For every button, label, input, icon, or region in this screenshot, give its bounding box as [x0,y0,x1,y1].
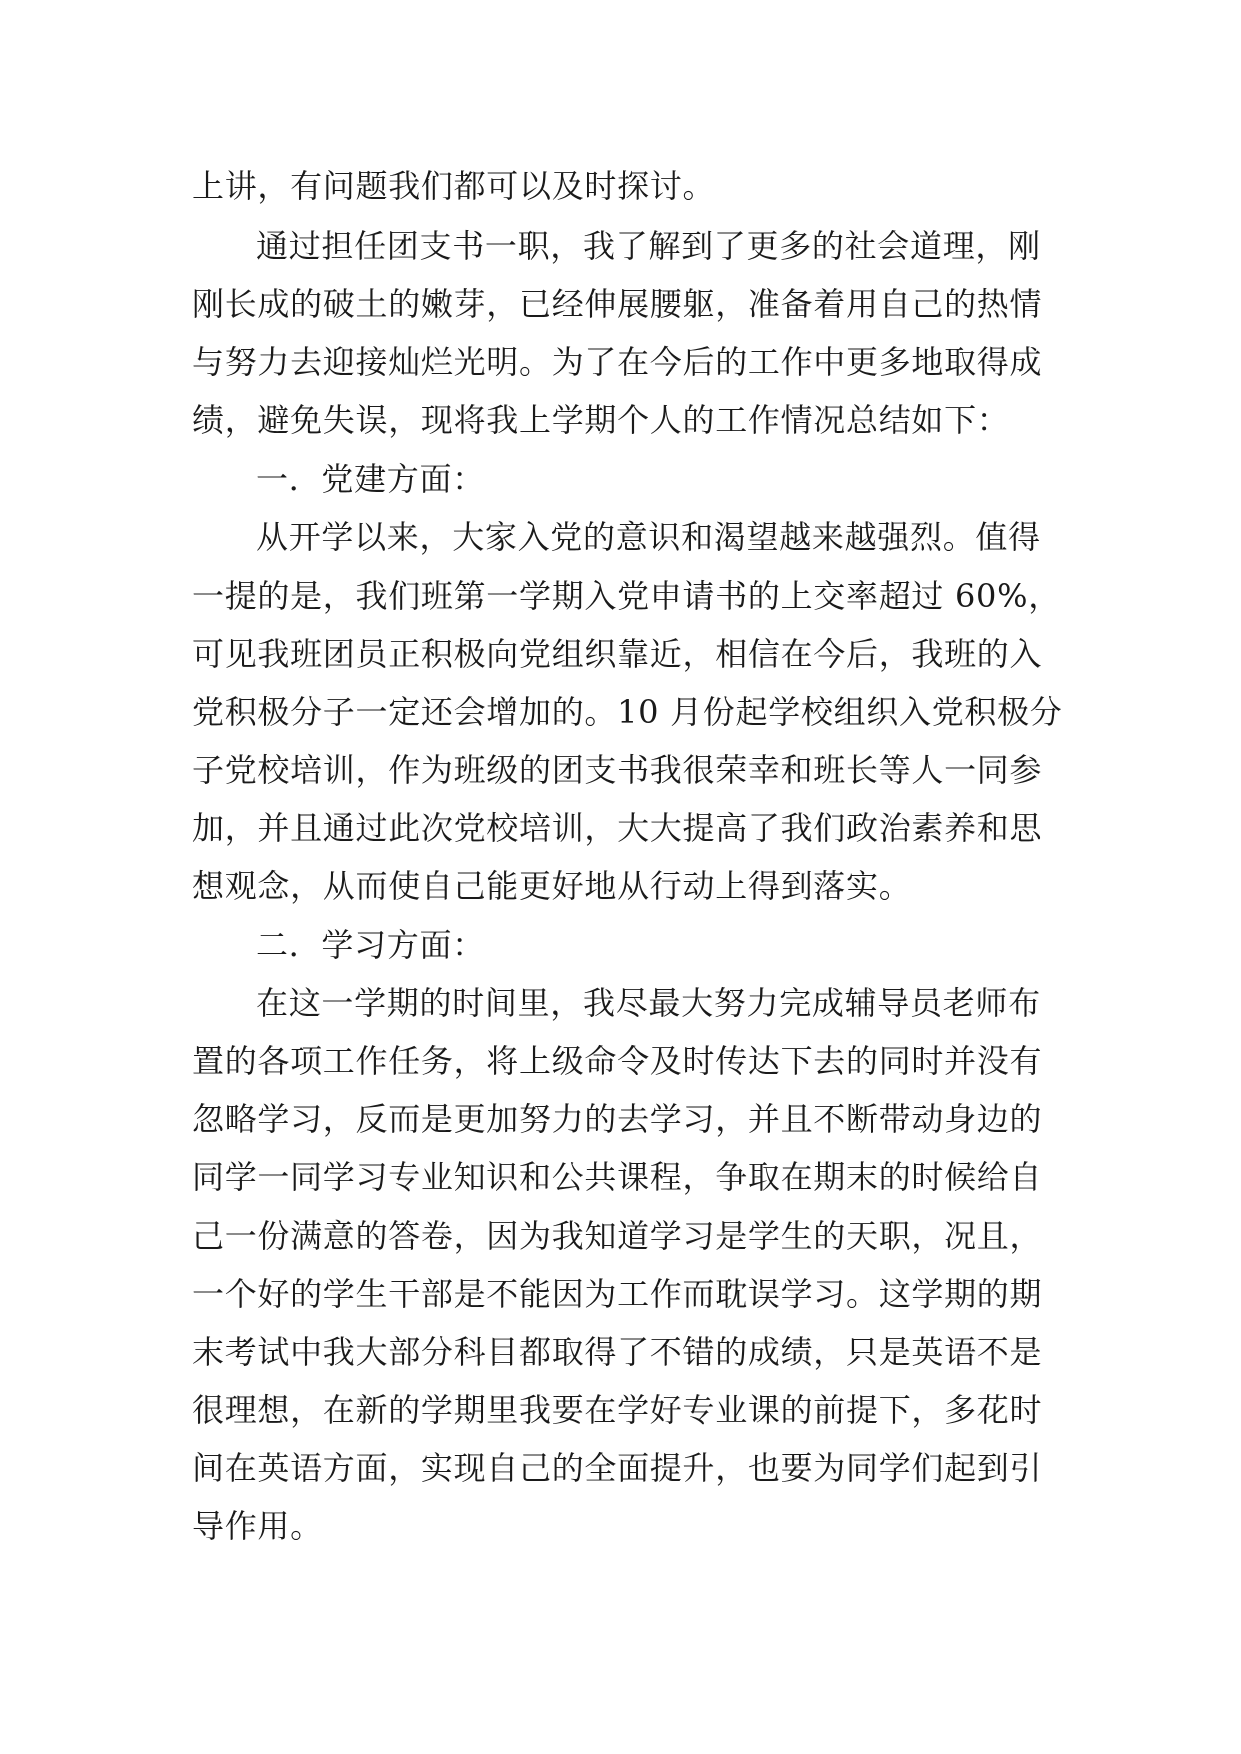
text-line: 从开学以来，大家入党的意识和渴望越来越强烈。值得 [256,518,1041,556]
text-line: 末考试中我大部分科目都取得了不错的成绩，只是英语不是 [192,1333,1043,1371]
text-line: 很理想，在新的学期里我要在学好专业课的前提下，多花时 [192,1391,1043,1429]
text-line: 一提的是，我们班第一学期入党申请书的上交率超过 60%， [192,577,1061,615]
text-line: 通过担任团支书一职，我了解到了更多的社会道理，刚 [256,227,1041,265]
text-line: 导作用。 [192,1507,323,1545]
text-line: 同学一同学习专业知识和公共课程，争取在期末的时候给自 [192,1158,1043,1196]
text-line: 绩，避免失误，现将我上学期个人的工作情况总结如下： [192,401,1010,439]
text-line: 想观念，从而使自己能更好地从行动上得到落实。 [192,867,912,905]
text-line: 子党校培训，作为班级的团支书我很荣幸和班长等人一同参 [192,751,1043,789]
text-line: 一个好的学生干部是不能因为工作而耽误学习。这学期的期 [192,1275,1043,1313]
text-line: 置的各项工作任务，将上级命令及时传达下去的同时并没有 [192,1042,1043,1080]
text-line: 与努力去迎接灿烂光明。为了在今后的工作中更多地取得成 [192,343,1043,381]
text-line: 刚长成的破土的嫩芽，已经伸展腰躯，准备着用自己的热情 [192,285,1043,323]
text-line: 党积极分子一定还会增加的。10 月份起学校组织入党积极分 [192,693,1063,731]
section-heading: 一．党建方面： [256,460,485,498]
text-line: 可见我班团员正积极向党组织靠近，相信在今后，我班的入 [192,635,1043,673]
text-line: 上讲，有问题我们都可以及时探讨。 [192,167,716,205]
text-line: 加，并且通过此次党校培训，大大提高了我们政治素养和思 [192,809,1043,847]
text-line: 间在英语方面，实现自己的全面提升，也要为同学们起到引 [192,1449,1043,1487]
text-line: 忽略学习，反而是更加努力的去学习，并且不断带动身边的 [192,1100,1043,1138]
section-heading: 二．学习方面： [256,926,485,964]
text-line: 己一份满意的答卷，因为我知道学习是学生的天职，况且， [192,1217,1043,1255]
text-line: 在这一学期的时间里，我尽最大努力完成辅导员老师布 [256,984,1041,1022]
